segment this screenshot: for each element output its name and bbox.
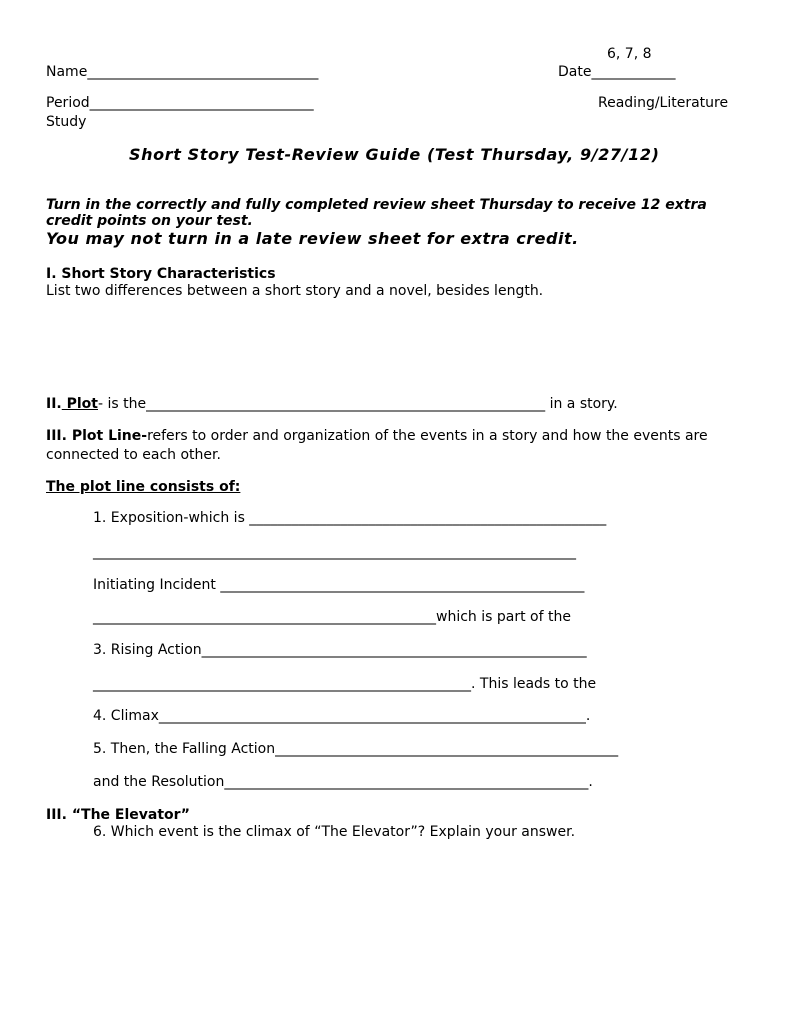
plot-line-heading: The plot line consists of:	[46, 479, 241, 495]
late-warning: You may not turn in a late review sheet for extra credit.	[46, 229, 579, 248]
period-blank[interactable]: ________________________________	[89, 95, 314, 111]
elevator-question: 6. Which event is the climax of “The Elevator”? Explain your answer.	[93, 824, 576, 840]
section-2-plot-line	[46, 395, 618, 413]
date-blank[interactable]: ____________	[591, 64, 676, 80]
course-name-part2: Study	[46, 114, 87, 130]
plot-line-rising-action[interactable]: 3. Rising Action_______________________________________________________	[93, 642, 587, 658]
plot-line-exposition[interactable]: 1. Exposition-which is ___________________________________________________	[93, 510, 607, 526]
plot-line-initiating-incident-continued[interactable]: _________________________________________________which is part of the	[93, 609, 571, 625]
extra-credit-instructions: Turn in the correctly and fully completed review sheet Thursday to receive 12 extra credit points on your test.	[46, 197, 707, 229]
plot-line-exposition-continued[interactable]: _____________________________________________________________________	[93, 544, 576, 560]
page-title: Short Story Test-Review Guide (Test Thursday, 9/27/12)	[129, 145, 660, 164]
plot-line-initiating-incident[interactable]: Initiating Incident ____________________________________________________	[93, 577, 585, 593]
section-3-definition: refers to order and organization of the events in a story and how the events are connected to each other.	[46, 428, 708, 463]
name-line	[46, 63, 318, 81]
section-1-prompt: List two differences between a short story and a novel, besides length.	[46, 283, 544, 299]
plot-line-climax[interactable]: 4. Climax_____________________________________________________________.	[93, 708, 591, 724]
section-2-number: II.	[46, 396, 62, 412]
section-3-plot-line-definition	[46, 427, 736, 465]
period-label: Period	[46, 95, 90, 111]
period-line	[46, 94, 314, 112]
date-line	[558, 63, 675, 81]
plot-text-before: - is the	[98, 396, 147, 412]
section-3-heading: III. Plot Line-	[46, 428, 148, 444]
date-label: Date	[558, 64, 592, 80]
section-1-heading: I. Short Story Characteristics	[46, 266, 276, 282]
plot-line-falling-action[interactable]: 5. Then, the Falling Action_________________________________________________	[93, 741, 619, 757]
name-blank[interactable]: _________________________________	[87, 64, 319, 80]
plot-text-after: in a story.	[545, 396, 618, 412]
name-label: Name	[46, 64, 88, 80]
plot-line-resolution[interactable]: and the Resolution____________________________________________________.	[93, 774, 593, 790]
plot-blank[interactable]: _________________________________________________________	[146, 396, 546, 412]
plot-term: Plot	[61, 396, 98, 412]
plot-line-rising-action-continued[interactable]: ______________________________________________________. This leads to the	[93, 676, 597, 692]
course-name-part1: Reading/Literature	[598, 95, 729, 111]
section-elevator-heading: III. “The Elevator”	[46, 807, 191, 823]
grade-levels: 6, 7, 8	[607, 46, 652, 62]
